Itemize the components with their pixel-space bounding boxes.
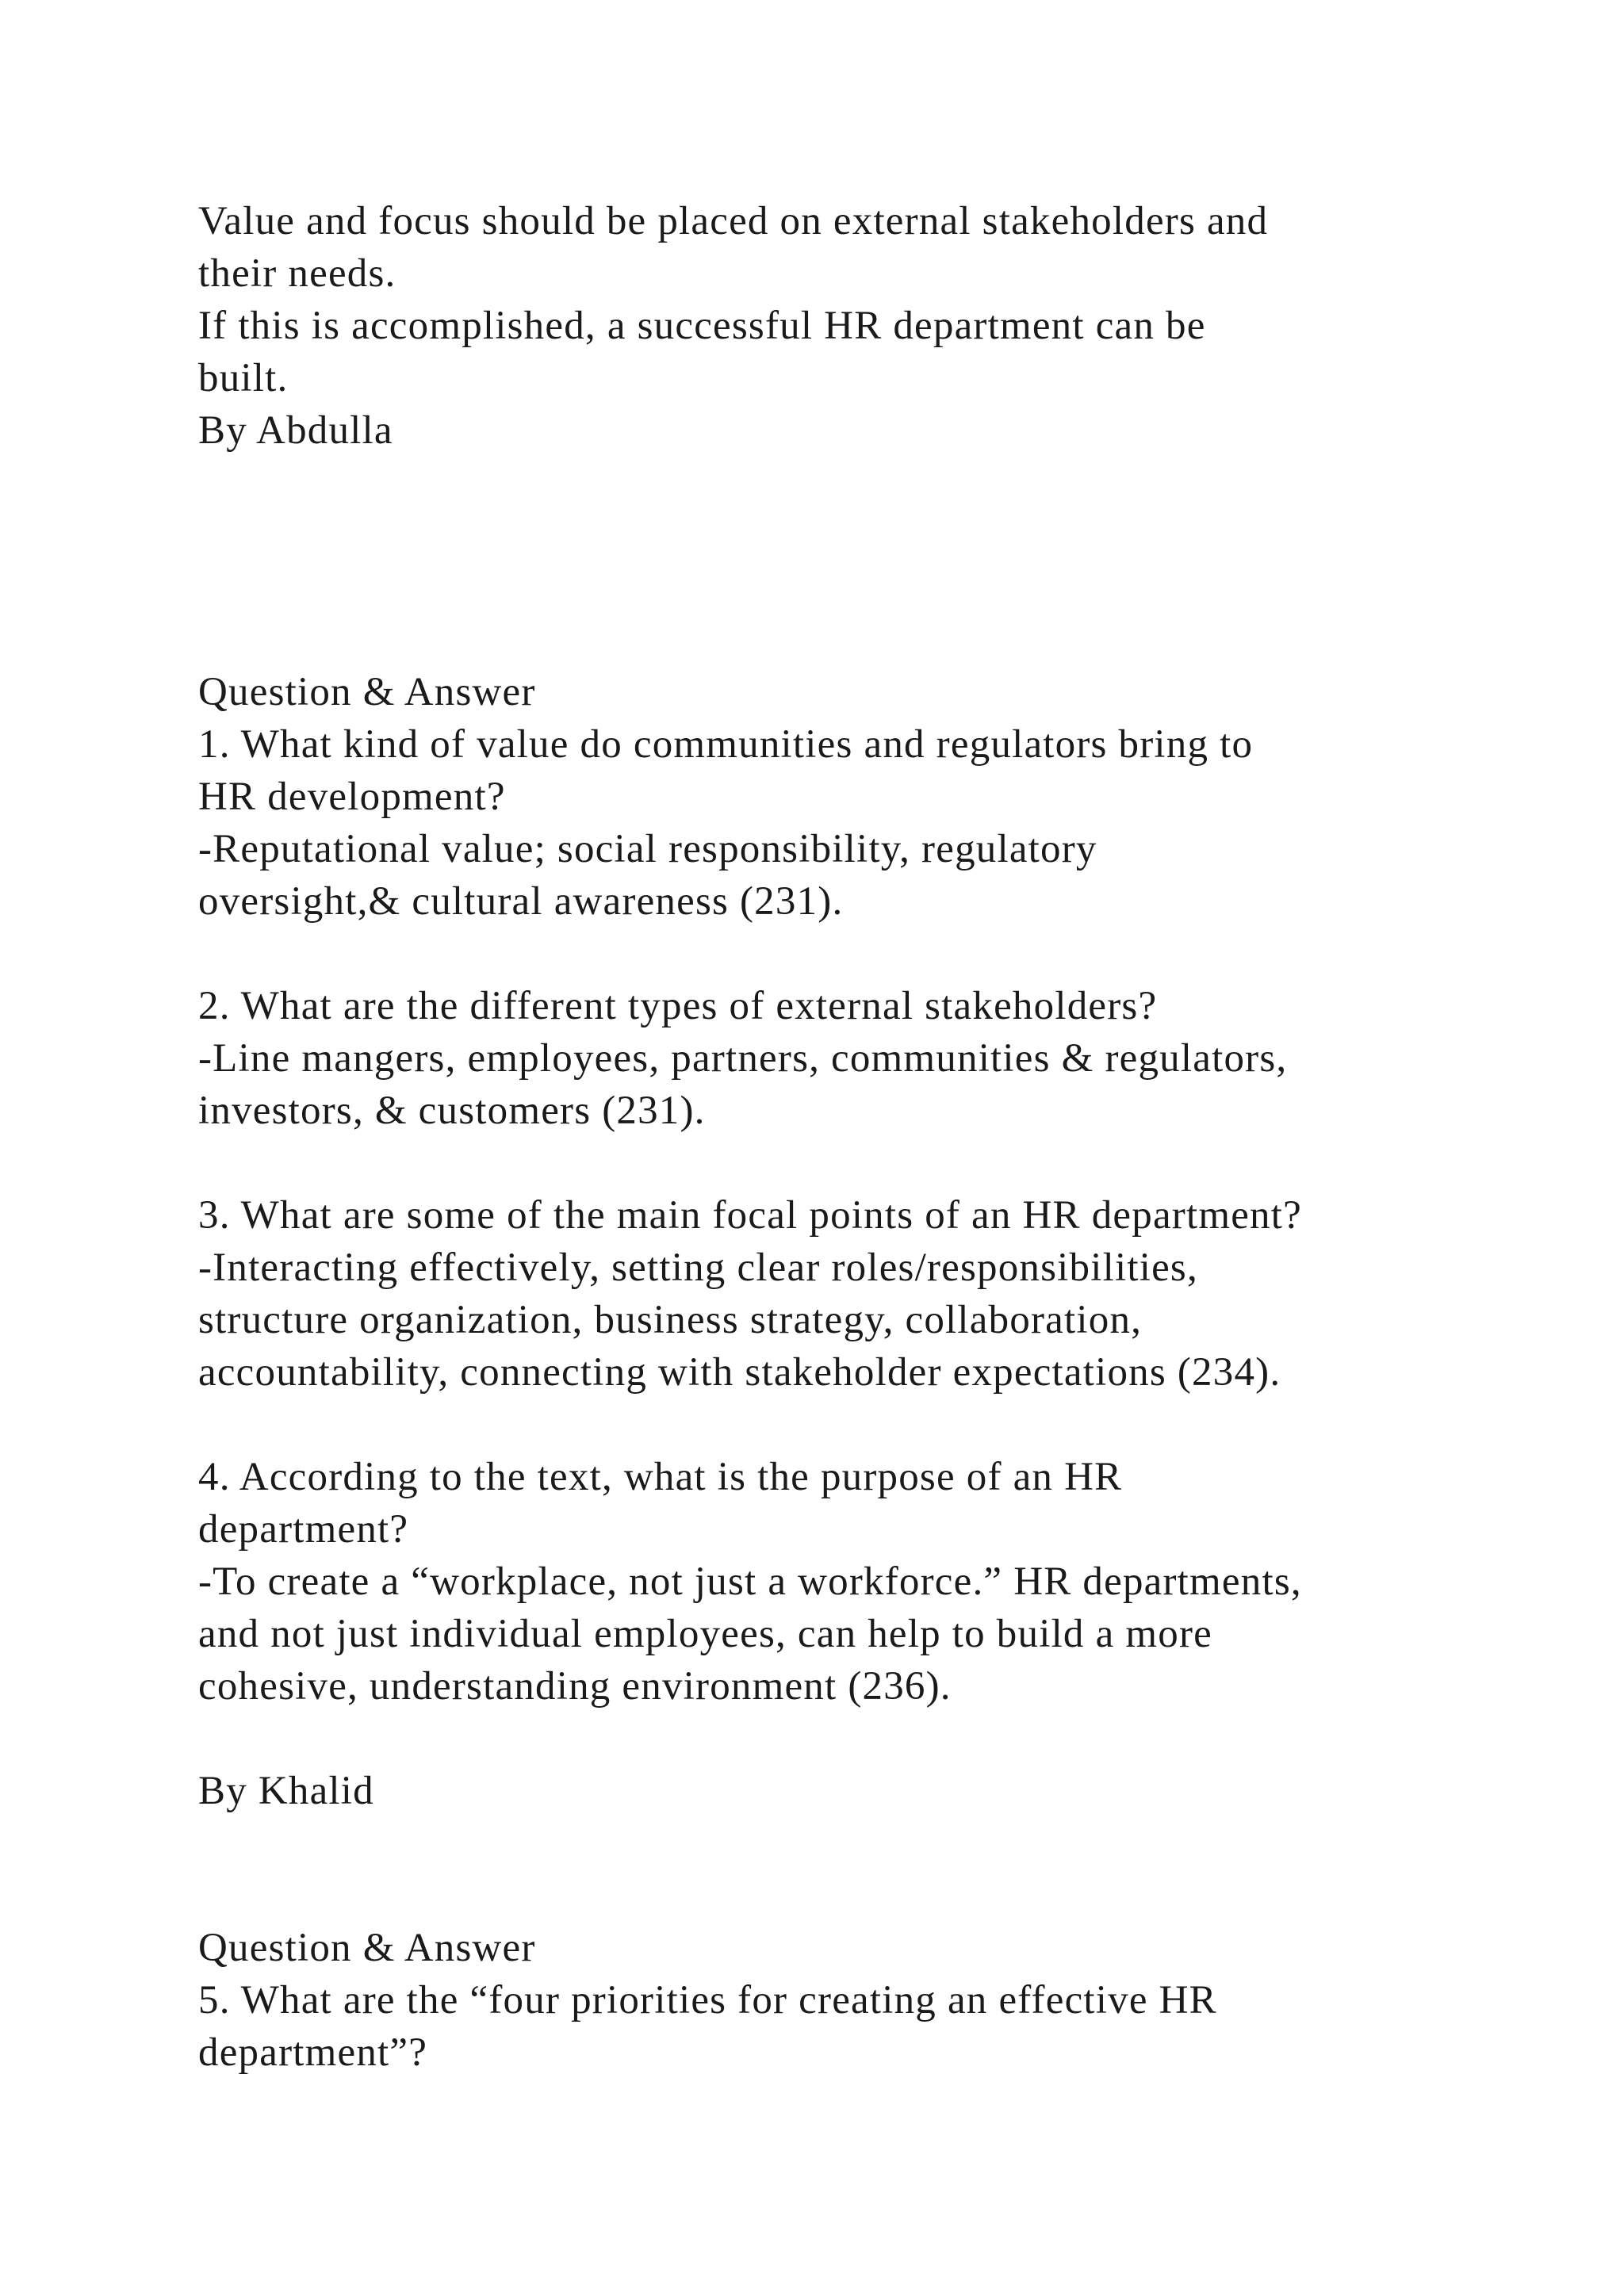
section-heading: Question & Answer (198, 670, 536, 714)
paragraph-line: built. (198, 356, 289, 400)
author-line: By Khalid (198, 1769, 374, 1813)
blank-line (198, 1712, 1499, 1765)
blank-line (198, 509, 1499, 561)
answer-line: structure organization, business strategy, collaboration, (198, 1298, 1143, 1342)
blank-line (198, 1817, 1499, 1869)
section-heading: Question & Answer (198, 1926, 536, 1970)
blank-line (198, 928, 1499, 980)
answer-line: accountability, connecting with stakeholder expectations (234). (198, 1350, 1281, 1395)
answer-line: -Line mangers, employees, partners, communities & regulators, (198, 1036, 1288, 1081)
question-line: 5. What are the “four priorities for creating an effective HR (198, 1978, 1217, 2022)
answer-line: oversight,& cultural awareness (231). (198, 879, 844, 924)
question-line: 1. What kind of value do communities and regulators bring to (198, 722, 1254, 767)
paragraph-line: Value and focus should be placed on external stakeholders and (198, 199, 1269, 243)
question-line: 4. According to the text, what is the purpose of an HR (198, 1455, 1123, 1499)
blank-line (198, 1137, 1499, 1189)
document-body (198, 195, 1499, 2079)
blank-line (198, 561, 1499, 614)
paragraph-line: their needs. (198, 251, 396, 296)
question-line: HR development? (198, 775, 506, 819)
question-line: 2. What are the different types of external stakeholders? (198, 984, 1158, 1028)
question-line: 3. What are some of the main focal points of an HR department? (198, 1193, 1302, 1238)
answer-line: -To create a “workplace, not just a workforce.” HR departments, (198, 1559, 1302, 1604)
answer-line: -Interacting effectively, setting clear roles/responsibilities, (198, 1246, 1198, 1290)
blank-line (198, 457, 1499, 509)
blank-line (198, 1869, 1499, 1922)
answer-line: -Reputational value; social responsibility, regulatory (198, 827, 1097, 871)
answer-line: investors, & customers (231). (198, 1089, 706, 1133)
paragraph-line: If this is accomplished, a successful HR department can be (198, 304, 1206, 348)
author-line: By Abdulla (198, 408, 393, 453)
question-line: department? (198, 1507, 409, 1552)
answer-line: and not just individual employees, can help to build a more (198, 1612, 1212, 1656)
answer-line: cohesive, understanding environment (236). (198, 1664, 952, 1709)
question-line: department”? (198, 2030, 428, 2075)
blank-line (198, 1399, 1499, 1451)
blank-line (198, 614, 1499, 666)
